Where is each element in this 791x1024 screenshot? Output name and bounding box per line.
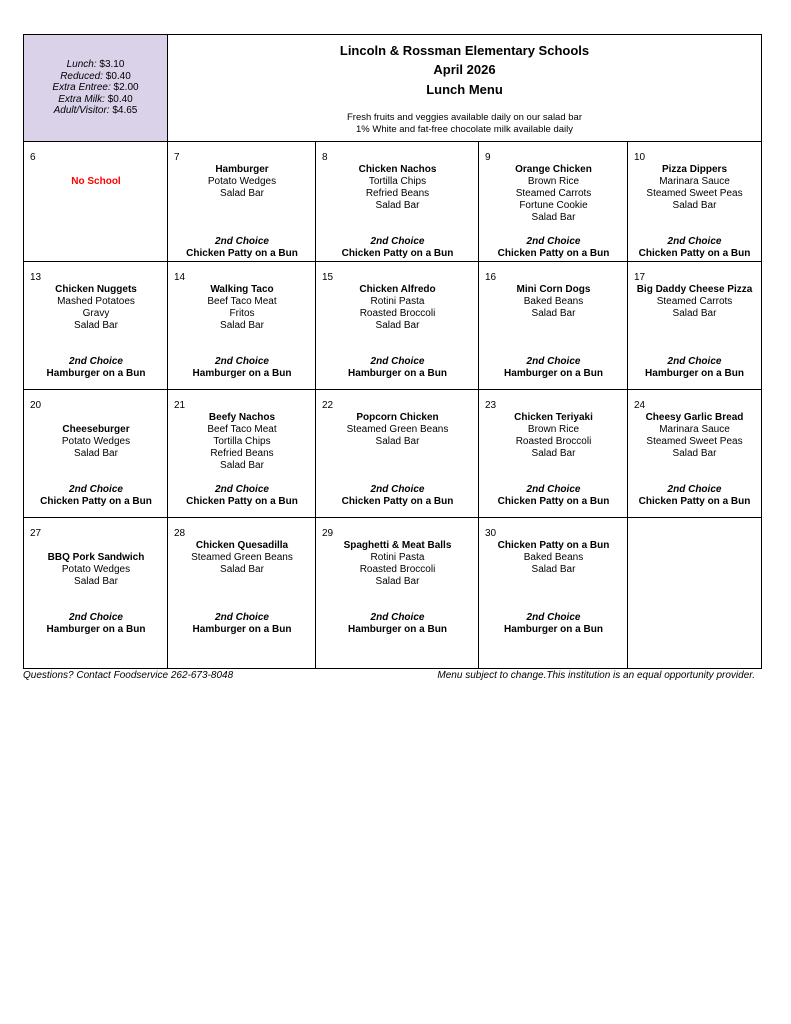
- second-choice-entree: Chicken Patty on a Bun: [341, 496, 454, 507]
- second-choice-entree: Hamburger on a Bun: [504, 368, 603, 379]
- main-entree: Chicken Patty on a Bun: [497, 540, 610, 551]
- second-choice-label: 2nd Choice: [69, 356, 123, 367]
- side-item: Mashed Potatoes: [57, 296, 135, 307]
- side-item: Baked Beans: [523, 296, 584, 307]
- side-item: Salad Bar: [74, 320, 118, 331]
- second-choice-label: 2nd Choice: [370, 612, 425, 623]
- side-item: Salad Bar: [220, 188, 264, 199]
- day-number: 17: [634, 272, 646, 283]
- day-number: 28: [174, 528, 186, 539]
- menu-title: Lunch Menu: [426, 82, 503, 97]
- no-school-label: No School: [71, 176, 121, 187]
- lunch-menu-calendar: [23, 34, 762, 669]
- side-item: Salad Bar: [74, 448, 118, 459]
- day-menu: [168, 164, 316, 200]
- second-choice-label: 2nd Choice: [526, 356, 581, 367]
- main-entree: Beefy Nachos: [208, 412, 276, 423]
- price-line-lunch: Lunch: $3.10: [66, 59, 125, 71]
- second-choice: [628, 236, 761, 260]
- side-item: Steamed Sweet Peas: [646, 436, 743, 447]
- grid-row-divider: [24, 389, 761, 390]
- second-choice-label: 2nd Choice: [370, 236, 425, 247]
- side-item: Salad Bar: [74, 576, 118, 587]
- day-cell: [168, 390, 316, 518]
- second-choice-label: 2nd Choice: [526, 612, 581, 623]
- second-choice: [168, 612, 316, 636]
- day-number: 20: [30, 400, 42, 411]
- side-item: Tortilla Chips: [368, 176, 427, 187]
- second-choice-label: 2nd Choice: [370, 484, 425, 495]
- side-item: Roasted Broccoli: [359, 308, 436, 319]
- main-entree: Chicken Alfredo: [359, 284, 436, 295]
- price-line-extra-milk: Extra Milk: $0.40: [58, 93, 133, 105]
- second-choice: [24, 612, 168, 636]
- second-choice-entree: Hamburger on a Bun: [46, 624, 146, 635]
- day-cell: [316, 142, 479, 262]
- school-name: Lincoln & Rossman Elementary Schools: [339, 43, 590, 58]
- day-number: 7: [174, 152, 180, 163]
- main-entree: Hamburger: [215, 164, 269, 175]
- day-menu: [479, 540, 628, 576]
- day-menu: [628, 412, 761, 460]
- second-choice-entree: Chicken Patty on a Bun: [40, 496, 152, 507]
- day-cell: [168, 142, 316, 262]
- day-number: 10: [634, 152, 646, 163]
- day-cell: [628, 142, 761, 262]
- day-cell: [479, 518, 628, 668]
- grid-column-divider: [167, 141, 168, 668]
- salad-bar-note: Fresh fruits and veggies available daily on our salad bar: [347, 112, 582, 123]
- second-choice: [168, 484, 316, 508]
- day-cell: [316, 262, 479, 390]
- side-item: Steamed Sweet Peas: [646, 188, 743, 199]
- second-choice-entree: Hamburger on a Bun: [46, 368, 146, 379]
- side-item: Potato Wedges: [207, 176, 277, 187]
- main-entree: Walking Taco: [210, 284, 274, 295]
- side-item: Salad Bar: [375, 436, 420, 447]
- side-item: Beef Taco Meat: [207, 424, 277, 435]
- side-item: Salad Bar: [220, 320, 264, 331]
- second-choice: [316, 484, 479, 508]
- side-item: Refried Beans: [365, 188, 430, 199]
- day-menu: [479, 164, 628, 224]
- main-entree: Orange Chicken: [515, 164, 592, 175]
- grid-row-divider: [24, 517, 761, 518]
- second-choice-label: 2nd Choice: [215, 236, 269, 247]
- main-entree: Big Daddy Cheese Pizza: [636, 284, 753, 295]
- side-item: Fritos: [229, 308, 255, 319]
- second-choice: [168, 356, 316, 380]
- main-entree: Chicken Nachos: [358, 164, 437, 175]
- main-entree: Cheeseburger: [62, 424, 130, 435]
- side-item: Marinara Sauce: [659, 424, 730, 435]
- second-choice: [479, 612, 628, 636]
- side-item: Salad Bar: [531, 308, 576, 319]
- day-menu: [24, 284, 168, 332]
- side-item: Rotini Pasta: [370, 552, 425, 563]
- side-item: Potato Wedges: [61, 436, 131, 447]
- second-choice-label: 2nd Choice: [215, 612, 269, 623]
- second-choice-label: 2nd Choice: [526, 236, 581, 247]
- day-menu: [168, 540, 316, 576]
- side-item: Salad Bar: [531, 212, 576, 223]
- grid-row-divider: [24, 141, 761, 142]
- day-cell: [24, 518, 168, 668]
- second-choice-entree: Chicken Patty on a Bun: [638, 248, 751, 259]
- day-number: 15: [322, 272, 334, 283]
- second-choice: [628, 356, 761, 380]
- main-entree: Mini Corn Dogs: [516, 284, 591, 295]
- day-cell: [316, 518, 479, 668]
- second-choice-entree: Chicken Patty on a Bun: [186, 496, 298, 507]
- side-item: Steamed Green Beans: [191, 552, 293, 563]
- main-entree: Pizza Dippers: [661, 164, 728, 175]
- day-cell: [628, 262, 761, 390]
- day-menu: [316, 284, 479, 332]
- contact-footer: Questions? Contact Foodservice 262-673-8048: [23, 670, 234, 681]
- day-menu: [628, 284, 761, 320]
- side-item: Salad Bar: [375, 320, 420, 331]
- second-choice-entree: Hamburger on a Bun: [348, 624, 447, 635]
- side-item: Salad Bar: [672, 448, 717, 459]
- day-cell: [24, 262, 168, 390]
- day-cell: [628, 518, 761, 668]
- second-choice-label: 2nd Choice: [69, 484, 123, 495]
- second-choice: [479, 236, 628, 260]
- main-entree: Chicken Quesadilla: [195, 540, 289, 551]
- second-choice: [316, 356, 479, 380]
- day-menu: [316, 164, 479, 212]
- day-cell: [479, 262, 628, 390]
- second-choice-entree: Hamburger on a Bun: [192, 368, 292, 379]
- side-item: Gravy: [82, 308, 110, 319]
- second-choice: [479, 356, 628, 380]
- day-cell: [24, 142, 168, 262]
- side-item: Steamed Carrots: [515, 188, 592, 199]
- second-choice-label: 2nd Choice: [215, 356, 269, 367]
- milk-note: 1% White and fat-free chocolate milk available daily: [355, 124, 574, 135]
- day-number: 24: [634, 400, 646, 411]
- side-item: Salad Bar: [220, 564, 264, 575]
- day-number: 22: [322, 400, 334, 411]
- day-number: 16: [485, 272, 497, 283]
- second-choice-label: 2nd Choice: [667, 356, 722, 367]
- day-number: 21: [174, 400, 186, 411]
- second-choice-label: 2nd Choice: [667, 484, 722, 495]
- menu-month: April 2026: [433, 62, 496, 77]
- side-item: Roasted Broccoli: [359, 564, 436, 575]
- side-item: Salad Bar: [531, 564, 576, 575]
- side-item: Fortune Cookie: [519, 200, 588, 211]
- second-choice-entree: Hamburger on a Bun: [645, 368, 744, 379]
- side-item: Steamed Green Beans: [346, 424, 449, 435]
- day-menu: [24, 552, 168, 588]
- side-item: Salad Bar: [375, 200, 420, 211]
- second-choice-entree: Chicken Patty on a Bun: [186, 248, 298, 259]
- second-choice-label: 2nd Choice: [526, 484, 581, 495]
- price-line-adult-visitor: Adult/Visitor: $4.65: [53, 105, 138, 117]
- side-item: Salad Bar: [531, 448, 576, 459]
- disclaimer-footer: Menu subject to change.This institution is an equal opportunity provider.: [437, 670, 755, 681]
- second-choice: [168, 236, 316, 260]
- main-entree: Popcorn Chicken: [356, 412, 439, 423]
- second-choice: [24, 484, 168, 508]
- day-menu: [168, 412, 316, 472]
- menu-header: [168, 35, 761, 141]
- second-choice: [316, 612, 479, 636]
- side-item: Salad Bar: [375, 576, 420, 587]
- main-entree: BBQ Pork Sandwich: [47, 552, 145, 563]
- day-number: 6: [30, 152, 36, 163]
- price-line-reduced: Reduced: $0.40: [60, 70, 131, 82]
- side-item: Marinara Sauce: [659, 176, 730, 187]
- day-number: 29: [322, 528, 334, 539]
- day-cell: [168, 518, 316, 668]
- day-menu: [479, 284, 628, 320]
- side-item: Salad Bar: [672, 200, 717, 211]
- second-choice: [316, 236, 479, 260]
- price-list: [24, 35, 167, 141]
- grid-column-divider: [315, 141, 316, 668]
- second-choice-entree: Hamburger on a Bun: [504, 624, 603, 635]
- main-entree: Chicken Teriyaki: [514, 412, 593, 423]
- side-item: Salad Bar: [672, 308, 717, 319]
- day-number: 13: [30, 272, 42, 283]
- second-choice-label: 2nd Choice: [69, 612, 123, 623]
- second-choice-label: 2nd Choice: [370, 356, 425, 367]
- grid-column-divider: [478, 141, 479, 668]
- side-item: Tortilla Chips: [213, 436, 271, 447]
- day-cell: [316, 390, 479, 518]
- main-entree: Chicken Nuggets: [55, 284, 137, 295]
- day-cell: [168, 262, 316, 390]
- day-menu: [168, 284, 316, 332]
- second-choice: [24, 356, 168, 380]
- main-entree: Spaghetti & Meat Balls: [343, 540, 452, 551]
- day-number: 8: [322, 152, 328, 163]
- side-item: Baked Beans: [523, 552, 584, 563]
- day-cell: [479, 390, 628, 518]
- main-entree: Cheesy Garlic Bread: [645, 412, 744, 423]
- side-item: Salad Bar: [220, 460, 264, 471]
- second-choice-entree: Chicken Patty on a Bun: [341, 248, 454, 259]
- day-menu: [316, 412, 479, 448]
- day-cell: [479, 142, 628, 262]
- side-item: Rotini Pasta: [370, 296, 425, 307]
- side-item: Roasted Broccoli: [515, 436, 592, 447]
- day-number: 23: [485, 400, 497, 411]
- day-menu: [628, 164, 761, 212]
- day-number: 30: [485, 528, 497, 539]
- price-line-extra-entree: Extra Entree: $2.00: [52, 82, 139, 94]
- day-number: 27: [30, 528, 42, 539]
- side-item: Steamed Carrots: [656, 296, 733, 307]
- day-number: 9: [485, 152, 491, 163]
- second-choice: [479, 484, 628, 508]
- second-choice-entree: Chicken Patty on a Bun: [497, 248, 610, 259]
- day-menu: [24, 424, 168, 460]
- second-choice-label: 2nd Choice: [215, 484, 269, 495]
- grid-column-divider: [627, 141, 628, 668]
- second-choice-entree: Hamburger on a Bun: [348, 368, 447, 379]
- second-choice-entree: Hamburger on a Bun: [192, 624, 292, 635]
- second-choice-label: 2nd Choice: [667, 236, 722, 247]
- header-divider: [167, 35, 168, 141]
- side-item: Refried Beans: [210, 448, 274, 459]
- day-menu: [316, 540, 479, 588]
- side-item: Brown Rice: [527, 176, 580, 187]
- side-item: Beef Taco Meat: [207, 296, 277, 307]
- grid-row-divider: [24, 261, 761, 262]
- second-choice-entree: Chicken Patty on a Bun: [638, 496, 751, 507]
- second-choice-entree: Chicken Patty on a Bun: [497, 496, 610, 507]
- day-cell: [628, 390, 761, 518]
- second-choice: [628, 484, 761, 508]
- side-item: Brown Rice: [527, 424, 580, 435]
- day-menu: [479, 412, 628, 460]
- side-item: Potato Wedges: [61, 564, 131, 575]
- day-cell: [24, 390, 168, 518]
- day-number: 14: [174, 272, 186, 283]
